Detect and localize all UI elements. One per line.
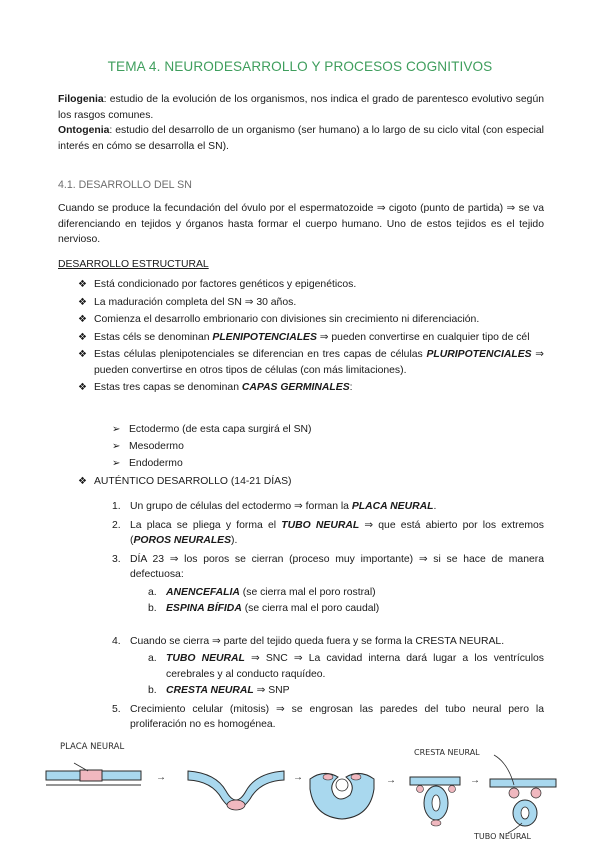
crest-cell [509,788,519,798]
list-item [112,499,544,515]
bullet-marker: ❖ [78,349,87,360]
number-marker: 5. [112,703,121,715]
list-item [78,380,544,396]
list-item [112,552,544,631]
spacer [130,618,544,631]
list-item [112,702,544,733]
crest-cell [417,786,424,793]
neural-tube-sketch [38,733,562,843]
item-text: (se cierra mal el poro caudal) [241,603,380,614]
item-text: ⇒ que está abierto por los extremos ( [130,519,544,546]
item-text: ⇒ SNC ⇒ La cavidad interna dará lugar a los ventrículos cerebrales y al conducto raquídeo. [166,653,544,680]
list-item [78,277,544,293]
letter-marker: b. [148,685,157,696]
crest-cell [531,788,541,798]
list-item [112,518,544,549]
sub-item [148,651,544,682]
autentico-list [112,499,544,736]
tube-lumen [432,795,440,811]
bullet-text: Comienza el desarrollo embrionario con divisiones sin crecimiento ni diferenciación. [94,314,480,325]
bullet-text: Estas células plenipotenciales se diferencian en tres capas de células [94,349,427,360]
capa-text: Ectodermo (de esta capa surgirá el SN) [129,424,312,435]
section-paragraph: Cuando se produce la fecundación del óvulo por el espermatozoide ⇒ cigoto (punto de partida) ⇒ se va diferenciando en tejidos y órganos hasta formar el cuerpo humano. Uno de estos tejidos es el tejido nervioso. [58,203,544,245]
arrow-icon: → [386,775,396,786]
estructural-heading: DESARROLLO ESTRUCTURAL [58,259,209,270]
letter-marker: b. [148,603,157,614]
emphasis: PLENIPOTENCIALES [212,331,317,343]
placa-neural-stage [46,742,141,785]
item-text: ⇒ SNP [253,685,290,696]
emphasis: ANENCEFALIA [166,586,240,598]
arrow-marker: ➢ [112,441,121,452]
page-title: TEMA 4. NEURODESARROLLO Y PROCESOS COGNITIVOS [107,59,493,74]
definitions [58,92,544,154]
arrow-icon: → [470,775,480,786]
filogenia-term: Filogenia [58,94,104,105]
item-text: Cuando se cierra ⇒ parte del tejido queda fuera y se forma la CRESTA NEURAL. [130,635,505,647]
sub-list [148,651,544,699]
capas-list [112,422,312,473]
item-text: Un grupo de células del ectodermo ⇒ forman la [130,501,352,512]
arrow-marker: ➢ [112,424,121,435]
bullet-marker: ❖ [78,382,87,393]
floor-plate [431,820,441,826]
tubo-label: TUBO NEURAL [474,832,531,841]
bullet-text: ⇒ pueden convertirse en cualquier tipo de cél [316,331,530,343]
bullet-marker: ❖ [78,476,87,487]
tubo-neural-stage [410,777,460,826]
filogenia-definition [58,92,544,123]
number-marker: 2. [112,519,121,531]
capa-text: Mesodermo [129,441,184,452]
crest-bud [351,774,361,780]
list-item [112,422,312,438]
list-item [78,312,544,328]
arrow-marker: ➢ [112,458,121,469]
bullet-marker: ❖ [78,296,87,308]
sub-item [148,585,544,601]
number-marker: 3. [112,553,121,565]
bullet-text: La maduración completa del SN ⇒ 30 años. [94,296,297,308]
emphasis: ESPINA BÍFIDA [166,603,242,614]
number-marker: 4. [112,635,121,647]
folding-plate [227,800,245,810]
autentico-heading [78,474,291,490]
arrow-icon: → [293,772,303,783]
bullet-text: ⇒ pueden convertirse en otros tipos de células (con más limitaciones). [94,349,544,376]
cresta-label: CRESTA NEURAL [414,748,480,757]
crest-cell [449,786,456,793]
groove-lumen [336,779,348,791]
item-text: . [433,501,437,512]
arrow-icon: → [156,772,166,783]
section-heading: 4.1. DESARROLLO DEL SN [58,179,192,191]
folding-stage [188,771,284,810]
bullet-marker: ❖ [78,279,87,290]
item-text: La placa se pliega y forma el [130,519,282,531]
emphasis: CRESTA NEURAL [166,685,254,696]
tube-lumen [521,807,529,819]
item-text: (se cierra mal el poro rostral) [239,586,376,598]
list-item [112,439,312,455]
letter-marker: a. [148,653,157,664]
ontogenia-term: Ontogenia [58,125,110,136]
bullet-text: : [349,382,353,393]
bullet-marker: ❖ [78,314,87,325]
emphasis: POROS NEURALES [133,535,232,546]
ontogenia-definition [58,123,544,154]
emphasis: PLACA NEURAL [351,501,434,512]
emphasis: PLURIPOTENCIALES [426,349,532,360]
bullet-marker: ❖ [78,331,87,343]
emphasis: CAPAS GERMINALES [241,382,350,393]
bullet-text: Está condicionado por factores genéticos y epigenéticos. [94,279,357,290]
estructural-list [78,277,544,398]
item-text: ). [231,535,238,546]
item-text: Crecimiento celular (mitosis) ⇒ se engrosan las paredes del tubo neural pero la proliferación no es homogénea. [130,703,544,730]
surface-ectoderm [410,777,460,785]
filogenia-text: : estudio de la evolución de los organismos, nos indica el grado de parentesco evolutivo según los rasgos comunes. [58,94,544,121]
sub-list [148,585,544,617]
autentico-heading-text: AUTÉNTICO DESARROLLO (14-21 DÍAS) [94,476,292,487]
crest-bud [323,774,333,780]
bullet-text: Estas tres capas se denominan [94,382,242,393]
bullet-text: Estas céls se denominan [94,331,213,343]
list-item [78,295,544,311]
list-item [78,347,544,378]
sub-item [148,601,544,617]
number-marker: 1. [112,501,121,512]
list-item [112,456,312,472]
letter-marker: a. [148,586,157,598]
item-text: DÍA 23 ⇒ los poros se cierran (proceso muy importante) ⇒ si se hace de manera defectuosa: [130,553,544,580]
surface-ectoderm [490,779,556,787]
ontogenia-text: : estudio del desarrollo de un organismo (ser humano) a lo largo de su ciclo vital (con especial interés en cómo se desarrolla el SN). [58,125,544,152]
neural-plate [80,770,102,781]
list-item [112,634,544,699]
emphasis: TUBO NEURAL [166,653,245,664]
groove-stage [310,773,374,819]
list-item [78,330,544,346]
capa-text: Endodermo [129,458,183,469]
emphasis: TUBO NEURAL [281,519,360,531]
sub-item [148,683,544,699]
placa-label: PLACA NEURAL [60,742,125,752]
